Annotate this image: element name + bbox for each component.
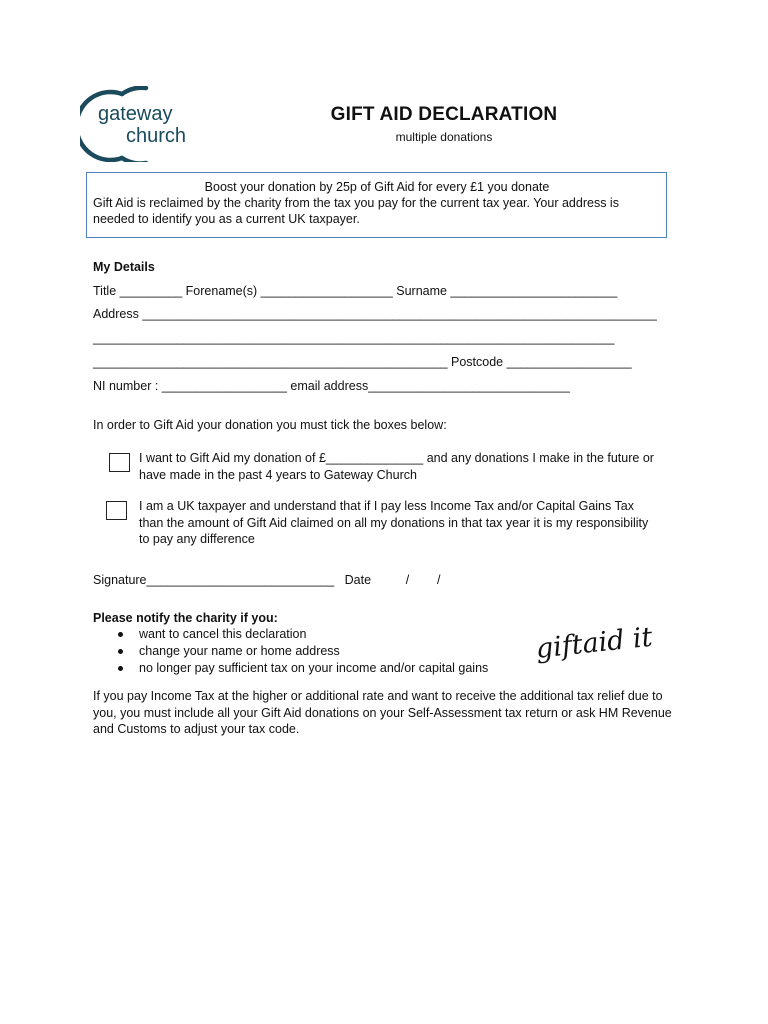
- logo-line-2: church: [126, 125, 187, 147]
- notify-heading: Please notify the charity if you:: [93, 611, 278, 625]
- tick-instructions: In order to Gift Aid your donation you must tick the boxes below:: [93, 418, 447, 432]
- my-details-heading: My Details: [93, 260, 155, 274]
- name-fields-line[interactable]: Title _________ Forename(s) ___________________ Surname ________________________: [93, 284, 618, 298]
- gift-aid-donation-text: I want to Gift Aid my donation of £______________ and any donations I make in the future or have made in the past 4 years to Gateway Church: [139, 451, 654, 482]
- signature-date-line[interactable]: Signature___________________________ Date / /: [93, 573, 441, 587]
- list-item: no longer pay sufficient tax on your income and/or capital gains: [93, 660, 488, 677]
- ni-email-line[interactable]: NI number : __________________ email address_____________________________: [93, 379, 570, 393]
- boost-heading: Boost your donation by 25p of Gift Aid for every £1 you donate: [204, 180, 550, 194]
- list-item: want to cancel this declaration: [93, 626, 488, 643]
- boost-info-box: [86, 172, 667, 238]
- list-item: change your name or home address: [93, 643, 488, 660]
- higher-rate-paragraph: If you pay Income Tax at the higher or additional rate and want to receive the additional tax relief due to you, you must include all your Gift Aid donations on your Self-Assessment tax return or ask HM Revenue and Customs to adjust your tax code.: [93, 689, 672, 736]
- uk-taxpayer-text: I am a UK taxpayer and understand that if I pay less Income Tax and/or Capital Gains Tax than the amount of Gift Aid claimed on all my donations in that tax year it is my responsibility to pay any difference: [139, 499, 649, 546]
- giftaid-it-logo: [532, 616, 654, 672]
- address-line[interactable]: Address __________________________________________________________________________: [93, 307, 657, 321]
- notify-list: [93, 626, 488, 677]
- gateway-church-logo: [80, 86, 210, 162]
- page-subtitle: multiple donations: [395, 130, 493, 144]
- page-title: GIFT AID DECLARATION: [330, 104, 558, 125]
- gift-aid-donation-checkbox[interactable]: [109, 453, 130, 472]
- address-continuation-line[interactable]: ___________________________________________________________________________: [93, 331, 615, 345]
- giftaid-logo-text: giftaid it: [534, 621, 654, 665]
- postcode-line[interactable]: ___________________________________________________ Postcode __________________: [93, 355, 632, 369]
- boost-body: Gift Aid is reclaimed by the charity from the tax you pay for the current tax year. Your address is needed to identify you as a current UK taxpayer.: [93, 196, 619, 226]
- logo-line-1: gateway: [98, 103, 173, 125]
- uk-taxpayer-checkbox[interactable]: [106, 501, 127, 520]
